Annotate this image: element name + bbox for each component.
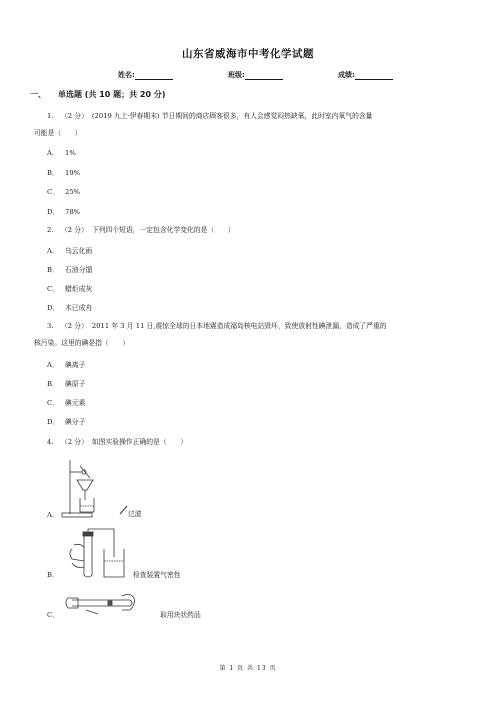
- option-c-label: 取用块状药品: [160, 611, 201, 619]
- question-1-option-b[interactable]: B． 19%: [47, 169, 81, 177]
- question-2-option-b[interactable]: B． 石油分馏: [47, 266, 93, 274]
- question-4-option-b[interactable]: B．: [47, 571, 59, 579]
- name-label: 姓名:: [118, 71, 135, 79]
- question-1-stem-cont: 可能是（ ）: [34, 129, 82, 137]
- class-label: 班级:: [228, 71, 245, 79]
- question-2-option-d[interactable]: D． 木已成舟: [47, 304, 93, 312]
- question-2-stem: 2. （2 分） 下列四个短语，一定包含化学变化的是（ ）: [47, 226, 235, 234]
- question-2-option-a[interactable]: A． 乌云化雨: [47, 247, 93, 255]
- score-field[interactable]: [338, 70, 393, 80]
- option-b-label: 检查装置气密性: [133, 571, 181, 579]
- section-index: 一、: [30, 90, 46, 99]
- section-heading: [30, 89, 166, 100]
- airtightness-check-figure: [64, 527, 132, 583]
- question-3-option-d[interactable]: D． 碘分子: [47, 418, 86, 426]
- question-3-option-c[interactable]: C． 碘元素: [47, 399, 86, 407]
- question-4-stem: 4. （2 分） 如图实验操作正确的是（ ）: [47, 438, 188, 446]
- question-4-option-a[interactable]: A．: [47, 511, 59, 519]
- student-info-row: [0, 70, 496, 82]
- option-a-label: 过滤: [128, 510, 142, 518]
- class-field[interactable]: [228, 70, 283, 80]
- glass-rod-icon: [118, 505, 128, 515]
- page-title: 山东省威海市中考化学试题: [182, 48, 314, 60]
- question-3-option-b[interactable]: B． 碘原子: [47, 380, 86, 388]
- solid-reagent-figure: [64, 590, 140, 618]
- question-2-option-c[interactable]: C． 蜡炬成灰: [47, 285, 93, 293]
- name-blank[interactable]: [135, 72, 173, 80]
- question-3-stem: 3. （2 分） 2011 年 3 月 11 日,震惊全球的日本地震造成福岛核电站毁坏，致使放射性碘泄漏，造成了严重的: [47, 322, 387, 330]
- question-1-option-c[interactable]: C． 25%: [47, 188, 81, 196]
- question-4-option-c[interactable]: C．: [47, 611, 59, 619]
- class-blank[interactable]: [245, 72, 283, 80]
- score-blank[interactable]: [355, 72, 393, 80]
- name-field[interactable]: [118, 70, 173, 80]
- score-label: 成绩:: [338, 71, 355, 79]
- question-1-option-d[interactable]: D． 78%: [47, 208, 81, 216]
- question-3-option-a[interactable]: A． 碘离子: [47, 361, 86, 369]
- question-1-option-a[interactable]: A． 1%: [47, 149, 76, 157]
- question-1-stem: 1. （2 分） (2019 九上·伊春期末) 节日期间的商店顾客很多，有人会感觉闷热缺氧，此时室内氧气的含量: [47, 112, 373, 120]
- section-title: 单选题 (共 10 题；共 20 分): [58, 90, 166, 99]
- question-3-stem-cont: 核污染。这里的碘是指（ ）: [34, 339, 130, 347]
- page-footer: 第 1 页 共 13 页: [219, 665, 277, 672]
